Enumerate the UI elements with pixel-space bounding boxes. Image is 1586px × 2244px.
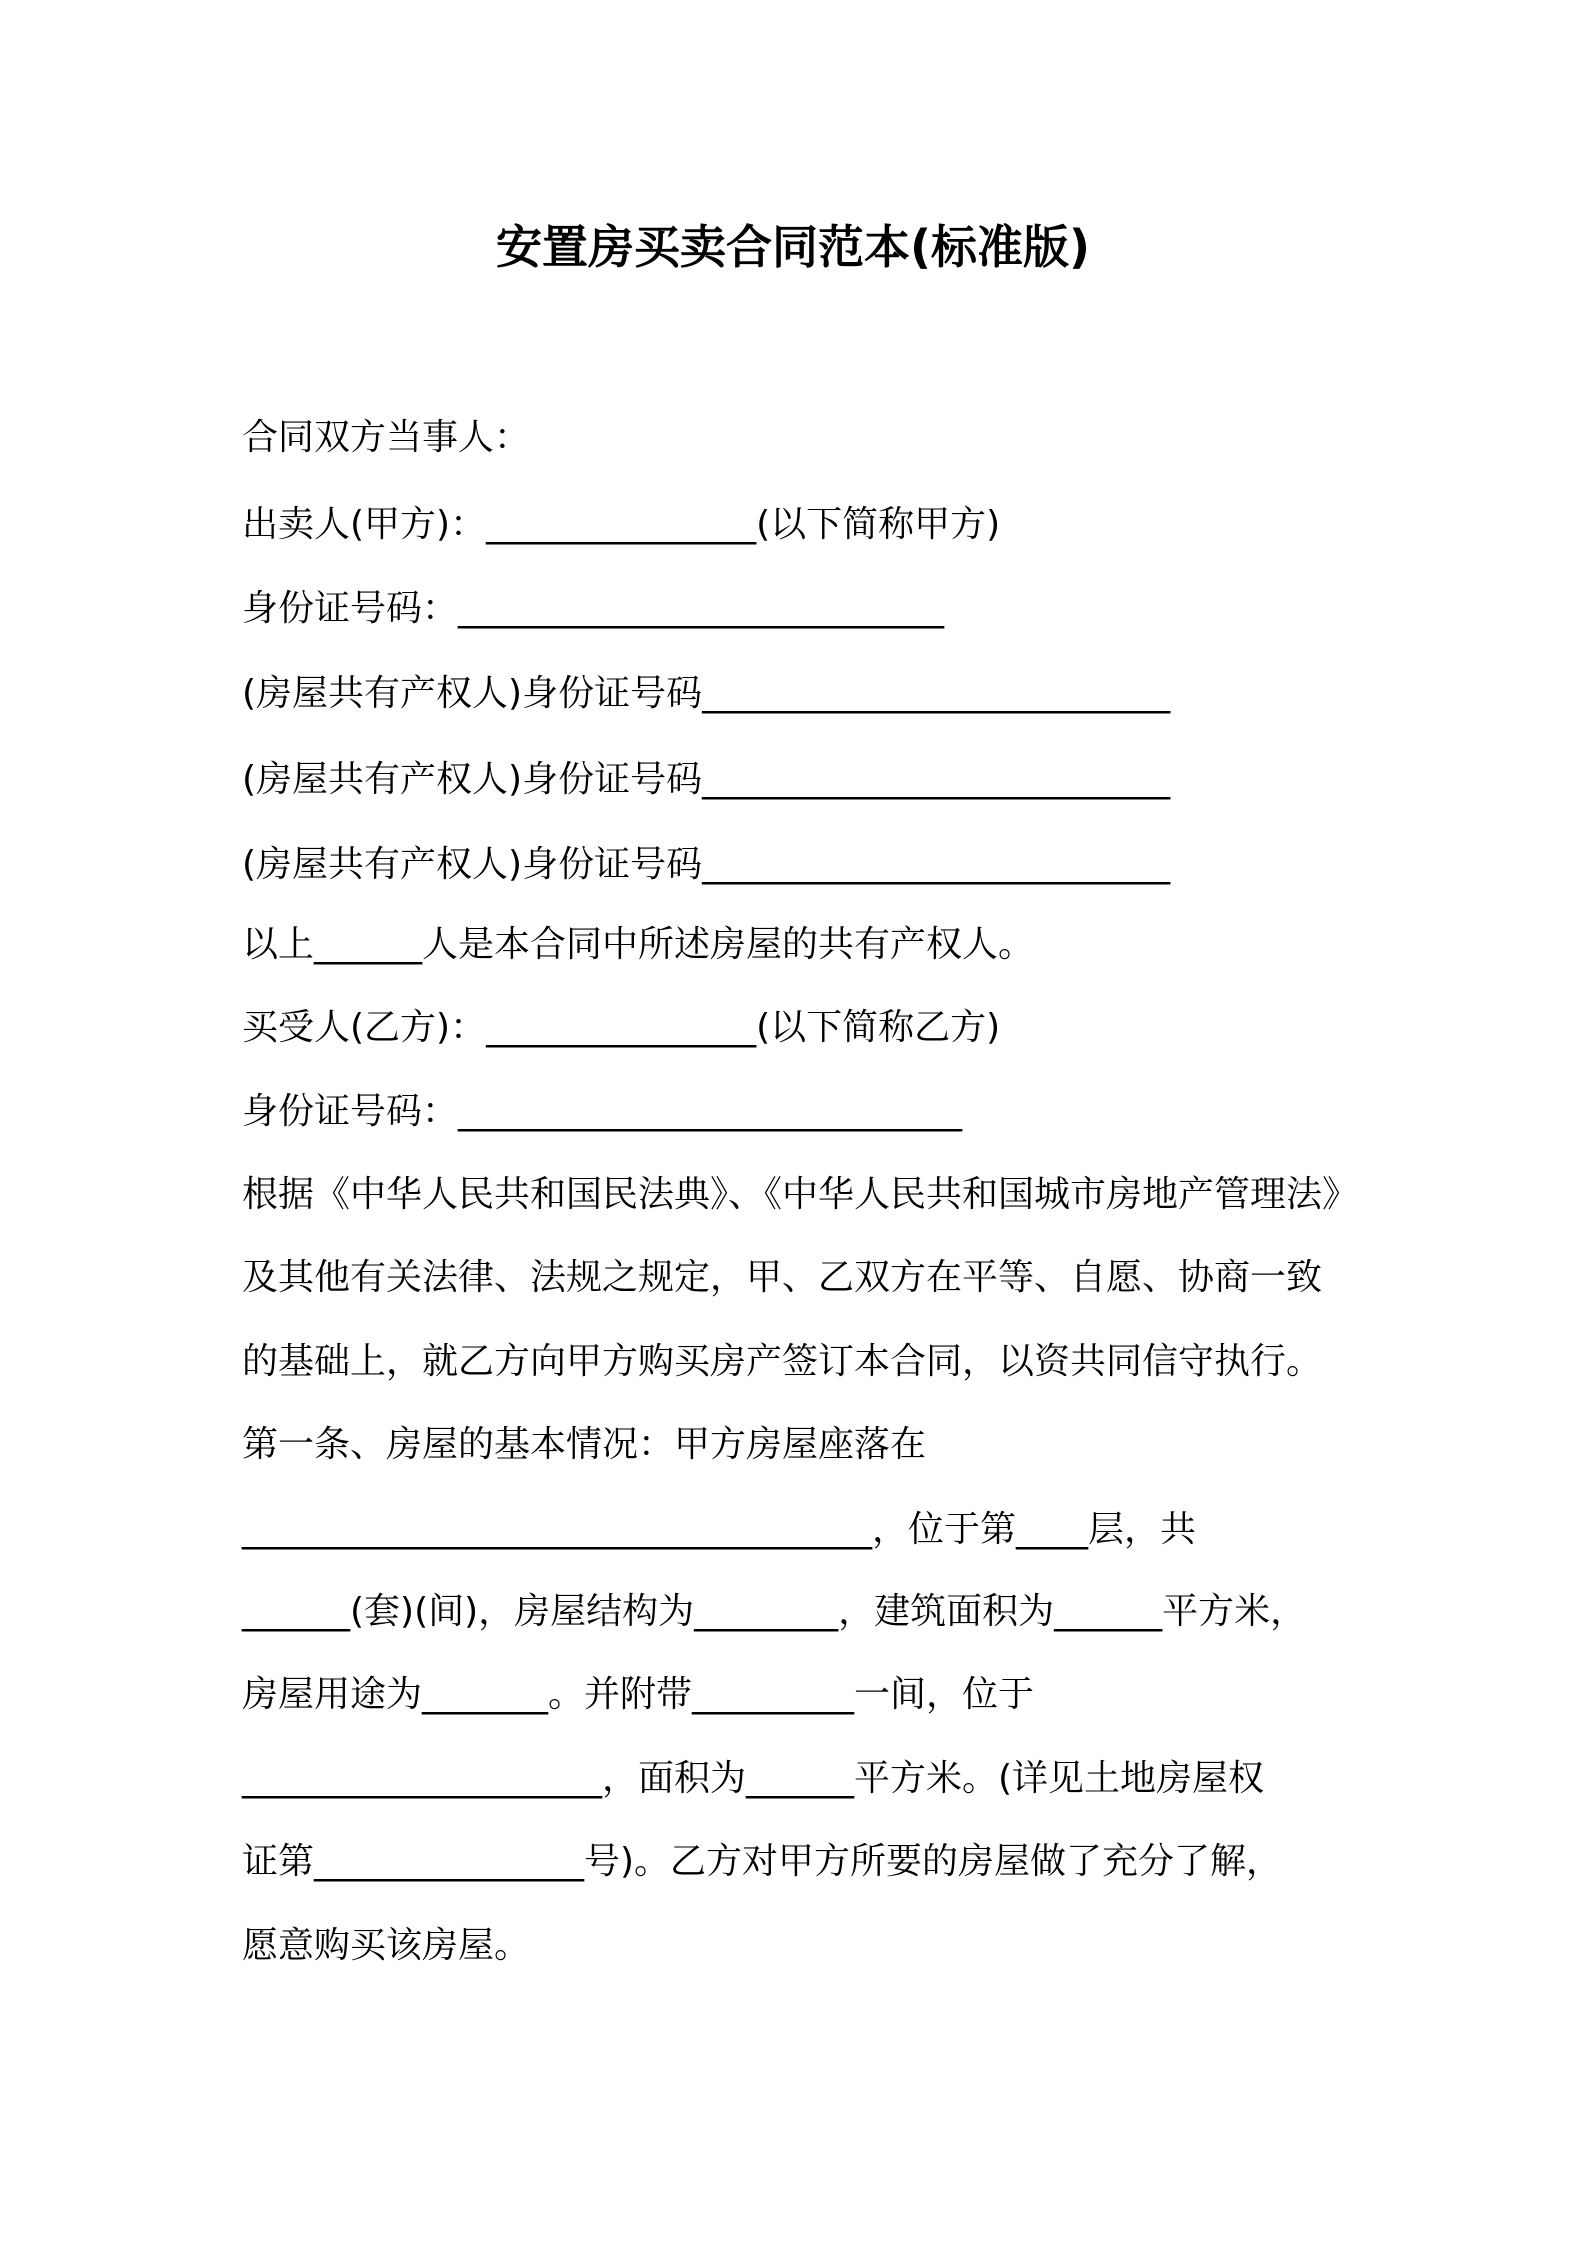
preamble-line-2: 及其他有关法律、法规之规定，甲、乙双方在平等、自愿、协商一致	[242, 1257, 1323, 1298]
co-owner-id-line-1: (房屋共有产权人)身份证号码__________________________	[242, 673, 1171, 714]
article-1-line-1: 第一条、房屋的基本情况：甲方房屋座落在	[242, 1424, 927, 1465]
preamble-line-3: 的基础上，就乙方向甲方购买房产签订本合同，以资共同信守执行。	[242, 1341, 1323, 1382]
article-1-line-4: 房屋用途为_______。并附带_________一间，位于	[242, 1674, 1035, 1715]
article-1-line-6: 证第_______________号)。乙方对甲方所要的房屋做了充分了解，	[242, 1841, 1283, 1882]
article-1-line-7: 愿意购买该房屋。	[242, 1925, 531, 1966]
article-1-line-5: ____________________，面积为______平方米。(详见土地房屋权	[242, 1758, 1265, 1799]
buyer-line: 买受人(乙方)：_______________(以下简称乙方)	[242, 1007, 1001, 1048]
document-title: 安置房买卖合同范本(标准版)	[495, 220, 1091, 274]
article-1-line-3: ______(套)(间)，房屋结构为________，建筑面积为______平方米，	[242, 1591, 1307, 1632]
co-owner-id-line-2: (房屋共有产权人)身份证号码__________________________	[242, 759, 1171, 800]
buyer-id-line: 身份证号码：____________________________	[242, 1091, 963, 1132]
co-owner-count-line: 以上______人是本合同中所述房屋的共有产权人。	[242, 924, 1035, 965]
preamble-line-1: 根据《中华人民共和国民法典》、《中华人民共和国城市房地产管理法》	[242, 1174, 1359, 1215]
seller-id-line: 身份证号码：___________________________	[242, 588, 945, 629]
co-owner-id-line-3: (房屋共有产权人)身份证号码__________________________	[242, 844, 1171, 885]
article-1-line-2: ___________________________________，位于第____层，共	[242, 1509, 1197, 1550]
seller-line: 出卖人(甲方)：_______________(以下简称甲方)	[242, 504, 1001, 545]
parties-heading: 合同双方当事人：	[242, 417, 531, 458]
